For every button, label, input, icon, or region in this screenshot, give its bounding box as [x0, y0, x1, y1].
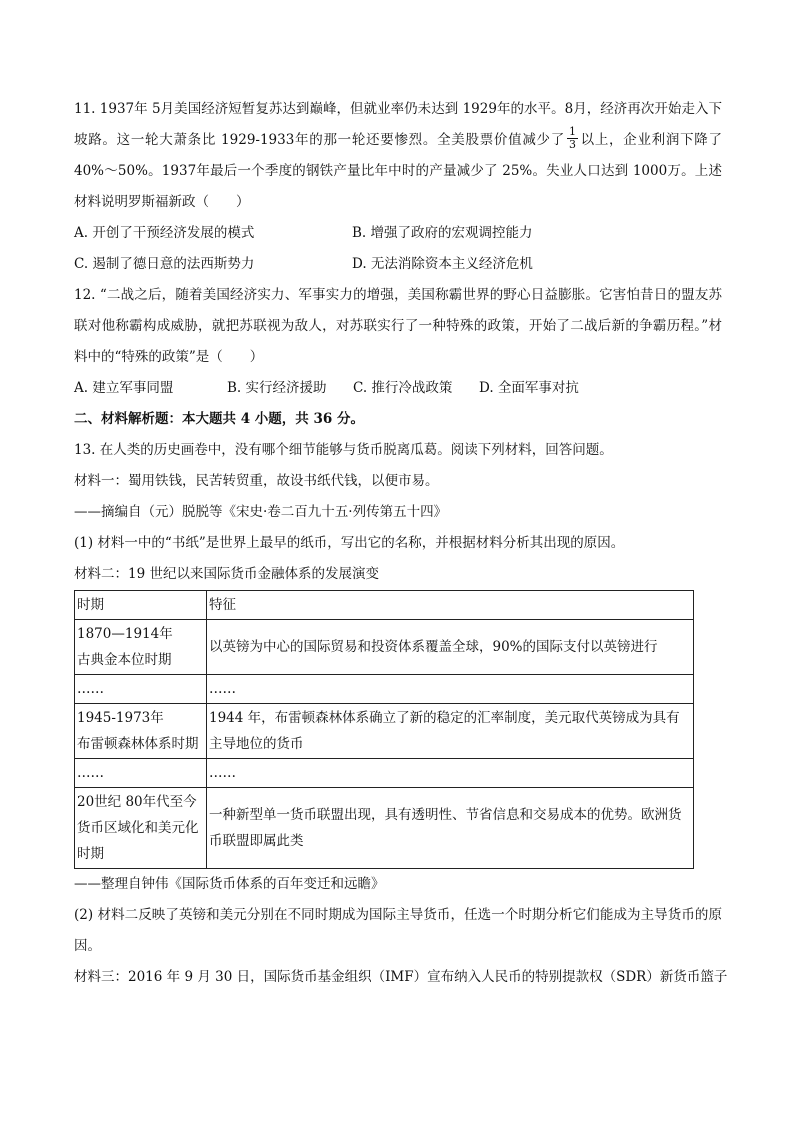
fraction-numerator: 1 [568, 125, 576, 138]
question-11-option-a[interactable]: A. 开创了干预经济发展的模式 [74, 225, 255, 241]
document-content [74, 94, 728, 993]
table-cell-feature: 一种新型单一货币联盟出现，具有透明性、节省信息和交易成本的优势。欧洲货币联盟即属此类 [207, 788, 694, 869]
period-years: 1870—1914年 [77, 626, 173, 642]
material-1-source: ——摘编自（元）脱脱等《宋史·卷二百九十五·列传第五十四》 [74, 504, 448, 520]
question-11-stem-continued: 以上，企业利润下降了 40%～50%。1937年最后一个季度的钢铁产量比年中时的产量减少了 25%。失业人口达到 1000万。上述材料说明罗斯福新政（ ） [74, 132, 722, 210]
table-cell-feature: 1944 年，布雷顿森林体系确立了新的稳定的汇率制度，美元取代英镑成为具有主导地位的货币 [207, 704, 694, 759]
question-12-options [74, 373, 722, 404]
table-header-feature: 特征 [207, 591, 694, 620]
table-cell-period [75, 704, 207, 759]
question-11-option-d[interactable]: D. 无法消除资本主义经济危机 [352, 256, 533, 272]
material-3: 材料三：2016 年 9 月 30 日，国际货币基金组织（IMF）宣布纳入人民币的特别提款权（SDR）新货币篮子 [74, 969, 728, 985]
question-11-stem-text: 11. 1937年 5月美国经济短暂复苏达到巅峰，但就业率仍未达到 1929年的水平。8月，经济再次开始走入下坡路。这一轮大萧条比 1929-1933年的那一轮还要惨烈。全美股票价值减少了 [74, 101, 722, 148]
question-13-part-1: (1) 材料一中的“书纸”是世界上最早的纸币，写出它的名称，并根据材料分析其出现的原因。 [74, 535, 625, 551]
table-row [75, 759, 694, 788]
table-row [75, 675, 694, 704]
table-cell-period: …… [75, 675, 207, 704]
table-cell-feature: 以英镑为中心的国际贸易和投资体系覆盖全球，90%的国际支付以英镑进行 [207, 620, 694, 675]
material-1: 材料一：蜀用铁钱，民苦转贸重，故设书纸代钱，以便市易。 [74, 473, 439, 489]
fraction-denominator: 3 [568, 138, 576, 151]
table-cell-period: 20世纪 80年代至今货币区域化和美元化时期 [75, 788, 207, 869]
table-cell-feature: …… [207, 759, 694, 788]
table-cell-feature: …… [207, 675, 694, 704]
section-2-heading: 二、材料解析题：本大题共 4 小题，共 36 分。 [74, 411, 364, 427]
question-11-stem [74, 94, 722, 218]
question-12-option-a[interactable]: A. 建立军事同盟 [74, 380, 174, 396]
question-11-option-b[interactable]: B. 增强了政府的宏观调控能力 [352, 225, 533, 241]
period-years: 1945-1973年 [77, 710, 164, 726]
question-13-part-2: (2) 材料二反映了英镑和美元分别在不同时期成为国际主导货币，任选一个时期分析它们能成为主导货币的原因。 [74, 907, 722, 954]
fraction-one-third [567, 126, 578, 151]
table-row [75, 704, 694, 759]
currency-history-table [74, 590, 694, 869]
period-name: 布雷顿森林体系时期 [77, 736, 199, 752]
table-cell-period [75, 620, 207, 675]
table-header-period: 时期 [75, 591, 207, 620]
material-2-title: 材料二：19 世纪以来国际货币金融体系的发展演变 [74, 566, 379, 582]
question-13-intro: 13. 在人类的历史画卷中，没有哪个细节能够与货币脱离瓜葛。阅读下列材料，回答问题。 [74, 442, 613, 458]
question-12-option-d[interactable]: D. 全面军事对抗 [479, 380, 579, 396]
material-2-source: ——整理自钟伟《国际货币体系的百年变迁和远瞻》 [74, 876, 385, 892]
period-name: 古典金本位时期 [77, 652, 172, 668]
table-header-row [75, 591, 694, 620]
question-11-option-c[interactable]: C. 遏制了德日意的法西斯势力 [74, 256, 255, 272]
table-row [75, 788, 694, 869]
question-12-stem: 12. “二战之后，随着美国经济实力、军事实力的增强，美国称霸世界的野心日益膨胀。它害怕昔日的盟友苏联对他称霸构成威胁，就把苏联视为敌人，对苏联实行了一种特殊的政策，开始了二战后新的争霸历程。”材料中的“特殊的政策”是（ ） [74, 287, 722, 365]
table-row [75, 620, 694, 675]
question-11-options-row-2 [74, 249, 722, 280]
table-cell-period: …… [75, 759, 207, 788]
question-12-option-b[interactable]: B. 实行经济援助 [227, 380, 327, 396]
question-11-options-row-1 [74, 218, 722, 249]
question-12-option-c[interactable]: C. 推行冷战政策 [353, 380, 453, 396]
